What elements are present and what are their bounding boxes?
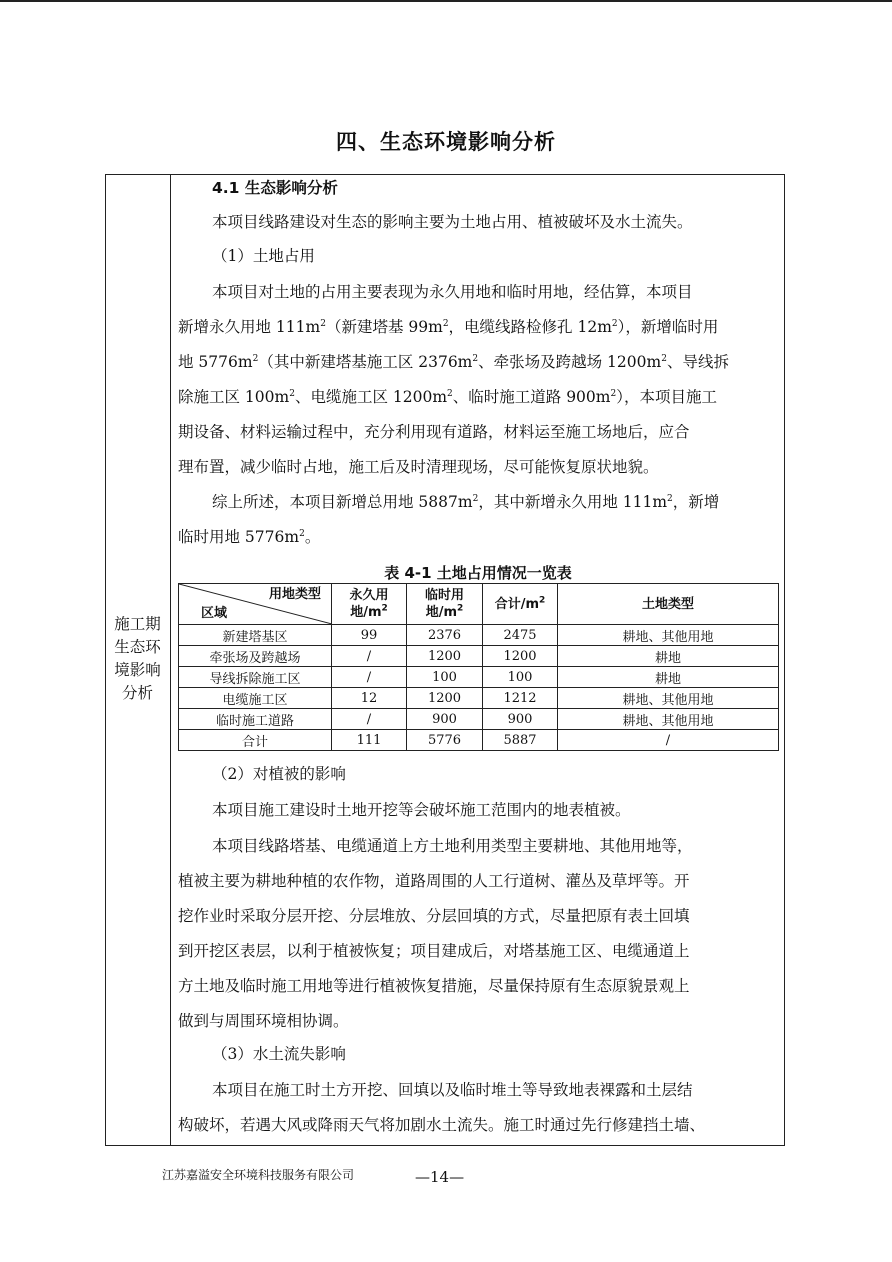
vegetation-paragraph: 本项目施工建设时土地开挖等会破坏施工范围内的地表植被。: [212, 801, 631, 819]
cell-total: 1212: [483, 688, 558, 709]
paragraph-line: 理布置，减少临时占地，施工后及时清理现场，尽可能恢复原状地貌。: [178, 458, 659, 476]
top-rule: [0, 0, 892, 2]
page-number: —14—: [415, 1168, 465, 1186]
summary-line: 临时用地 $5776m^2$。: [178, 528, 321, 546]
cell-land-type: 耕地、其他用地: [558, 688, 779, 709]
header-land-type: 用地类型: [268, 587, 321, 602]
cell-permanent: /: [332, 646, 407, 667]
table-row: [179, 667, 779, 688]
paragraph-line: 除施工区 $100m^2$、电缆施工区 $1200m^2$、临时施工道路 $900m^2$），本项目施工: [178, 388, 717, 406]
subheading-soil-erosion: （3）水土流失影响: [212, 1045, 346, 1063]
summary-line: 综上所述，本项目新增总用地 $5887m^2$，其中新增永久用地 $111m^2$，新增: [212, 493, 720, 511]
cell-area: 电缆施工区: [179, 688, 332, 709]
table-total-row: [179, 730, 779, 751]
table-caption: 表 4-1 土地占用情况一览表: [384, 564, 572, 582]
table-row: [179, 625, 779, 646]
header-total: 合计$/m^2$: [483, 584, 558, 625]
paragraph-line: 本项目对土地的占用主要表现为永久用地和临时用地，经估算，本项目: [212, 283, 693, 301]
cell-permanent: /: [332, 667, 407, 688]
diagonal-header-cell: [179, 584, 332, 625]
left-label-line: 境影响: [114, 661, 161, 679]
left-label-line: 分析: [121, 684, 153, 702]
subheading-land-use: （1）土地占用: [212, 247, 315, 265]
paragraph-line: 方土地及临时施工用地等进行植被恢复措施，尽量保持原有生态原貌景观上: [178, 977, 690, 995]
table-row: [179, 646, 779, 667]
cell-temporary: 900: [407, 709, 483, 730]
cell-temporary: 5776: [407, 730, 483, 751]
land-use-table: [178, 583, 779, 751]
table-row: [179, 688, 779, 709]
cell-total: 900: [483, 709, 558, 730]
cell-total: 2475: [483, 625, 558, 646]
paragraph-line: 地 $5776m^2$（其中新建塔基施工区 $2376m^2$、牵张场及跨越场 $1200m^2$、导线拆: [178, 353, 729, 371]
cell-land-type: 耕地: [558, 646, 779, 667]
cell-land-type: 耕地、其他用地: [558, 625, 779, 646]
paragraph-line: 新增永久用地 $111m^2$（新建塔基 $99m^2$，电缆线路检修孔 $12m^2$），新增临时用: [178, 318, 719, 336]
subheading-vegetation: （2）对植被的影响: [212, 765, 346, 783]
cell-permanent: 99: [332, 625, 407, 646]
cell-permanent: 111: [332, 730, 407, 751]
header-temporary-land: 临时用地$/m^2$: [407, 584, 483, 625]
paragraph-line: 植被主要为耕地种植的农作物，道路周围的人工行道树、灌丛及草坪等。开: [178, 872, 690, 890]
table-header-row: [179, 584, 779, 625]
paragraph-line: 构破坏，若遇大风或降雨天气将加剧水土流失。施工时通过先行修建挡土墙、: [178, 1116, 706, 1134]
left-label-line: 生态环: [114, 638, 161, 656]
cell-area: 导线拆除施工区: [179, 667, 332, 688]
cell-area: 新建塔基区: [179, 625, 332, 646]
cell-temporary: 1200: [407, 646, 483, 667]
header-land-category: 土地类型: [558, 584, 779, 625]
paragraph-line: 期设备、材料运输过程中，充分利用现有道路，材料运至施工场地后，应合: [178, 423, 690, 441]
cell-area: 牵张场及跨越场: [179, 646, 332, 667]
left-label-line: 施工期: [114, 615, 161, 633]
cell-permanent: 12: [332, 688, 407, 709]
cell-total: 5887: [483, 730, 558, 751]
cell-land-type: /: [558, 730, 779, 751]
section-title: 四、生态环境影响分析: [336, 130, 556, 154]
cell-total: 100: [483, 667, 558, 688]
cell-total: 1200: [483, 646, 558, 667]
cell-temporary: 2376: [407, 625, 483, 646]
intro-paragraph: 本项目线路建设对生态的影响主要为土地占用、植被破坏及水土流失。: [212, 213, 693, 231]
cell-permanent: /: [332, 709, 407, 730]
cell-land-type: 耕地、其他用地: [558, 709, 779, 730]
footer-company: 江苏嘉溢安全环境科技服务有限公司: [162, 1168, 355, 1182]
cell-land-type: 耕地: [558, 667, 779, 688]
cell-temporary: 1200: [407, 688, 483, 709]
paragraph-line: 做到与周围环境相协调。: [178, 1012, 349, 1030]
section-heading: 4.1 生态影响分析: [212, 179, 338, 197]
header-permanent-land: 永久用地$/m^2$: [332, 584, 407, 625]
header-area: 区域: [201, 606, 228, 621]
cell-area: 合计: [179, 730, 332, 751]
cell-temporary: 100: [407, 667, 483, 688]
left-category-label: [105, 613, 170, 705]
paragraph-line: 本项目在施工时土方开挖、回填以及临时堆土等导致地表裸露和土层结: [212, 1081, 693, 1099]
paragraph-line: 挖作业时采取分层开挖、分层堆放、分层回填的方式，尽量把原有表土回填: [178, 907, 690, 925]
column-divider: [170, 174, 171, 1146]
paragraph-line: 本项目线路塔基、电缆通道上方土地利用类型主要耕地、其他用地等，: [212, 837, 693, 855]
cell-area: 临时施工道路: [179, 709, 332, 730]
table-row: [179, 709, 779, 730]
paragraph-line: 到开挖区表层，以利于植被恢复；项目建成后，对塔基施工区、电缆通道上: [178, 942, 690, 960]
